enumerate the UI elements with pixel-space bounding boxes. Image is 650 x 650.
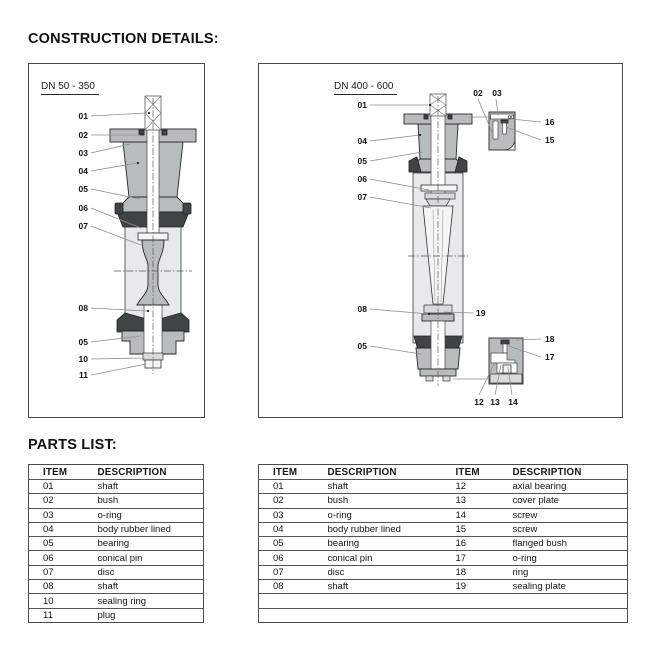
item-cell: 14 xyxy=(442,508,499,522)
item-cell: 06 xyxy=(259,551,314,565)
item-cell: 04 xyxy=(29,522,84,536)
table-row xyxy=(29,551,204,565)
item-cell: 13 xyxy=(442,494,499,508)
callout-03: 03 xyxy=(78,148,88,158)
description-cell: cover plate xyxy=(499,494,628,508)
description-cell: screw xyxy=(499,522,628,536)
description-cell: conical pin xyxy=(84,551,204,565)
item-cell: 18 xyxy=(442,565,499,579)
callout-01: 01 xyxy=(357,100,367,110)
table-header-row xyxy=(29,465,204,480)
callout-02: 02 xyxy=(78,130,88,140)
callout-13: 13 xyxy=(490,397,500,407)
description-cell: bearing xyxy=(314,537,442,551)
table-row xyxy=(29,480,204,494)
callout-05b: 05 xyxy=(78,337,88,347)
item-cell: 02 xyxy=(259,494,314,508)
item-cell: 02 xyxy=(29,494,84,508)
table-row xyxy=(259,480,628,494)
callout-01: 01 xyxy=(78,111,88,121)
description-cell: bush xyxy=(84,494,204,508)
description-cell: screw xyxy=(499,508,628,522)
description-cell: body rubber lined xyxy=(314,522,442,536)
parts-table-left xyxy=(28,464,204,623)
item-header: ITEM xyxy=(43,466,68,478)
callout-17: 17 xyxy=(545,352,555,362)
callout-06: 06 xyxy=(357,174,367,184)
callout-03: 03 xyxy=(492,88,502,98)
item-cell: 05 xyxy=(259,537,314,551)
description-header: DESCRIPTION xyxy=(327,466,397,478)
callout-11: 11 xyxy=(79,370,88,380)
table-row xyxy=(259,565,628,579)
callout-02: 02 xyxy=(473,88,483,98)
description-cell: o-ring xyxy=(499,551,628,565)
table-row xyxy=(259,594,628,608)
table-row xyxy=(29,594,204,608)
callout-08: 08 xyxy=(78,303,88,313)
description-cell: axial bearing xyxy=(499,480,628,494)
description-cell: o-ring xyxy=(314,508,442,522)
table-row xyxy=(259,580,628,594)
description-header: DESCRIPTION xyxy=(97,466,167,478)
description-cell: o-ring xyxy=(84,508,204,522)
table-header-row xyxy=(259,465,628,480)
item-cell: 08 xyxy=(259,580,314,594)
callout-15: 15 xyxy=(545,135,555,145)
callout-04: 04 xyxy=(78,166,88,176)
item-cell: 01 xyxy=(259,480,314,494)
item-cell xyxy=(259,594,314,608)
item-cell: 08 xyxy=(29,580,84,594)
item-cell: 04 xyxy=(259,522,314,536)
table-row xyxy=(29,580,204,594)
item-cell xyxy=(442,608,499,622)
table-row xyxy=(29,537,204,551)
table-row xyxy=(29,522,204,536)
callout-05b: 05 xyxy=(357,341,367,351)
item-cell: 10 xyxy=(29,594,84,608)
description-cell xyxy=(314,594,442,608)
description-cell: bush xyxy=(314,494,442,508)
callout-19: 19 xyxy=(476,308,486,318)
table-row xyxy=(259,494,628,508)
item-cell: 07 xyxy=(29,565,84,579)
callout-07: 07 xyxy=(78,221,88,231)
parts-list-title: PARTS LIST: xyxy=(28,437,117,453)
construction-details-title: CONSTRUCTION DETAILS: xyxy=(28,31,219,47)
table-row xyxy=(259,551,628,565)
description-cell: shaft xyxy=(84,480,204,494)
description-cell: ring xyxy=(499,565,628,579)
caption-text: DN 400 - 600 xyxy=(334,81,394,92)
callout-08: 08 xyxy=(357,304,367,314)
item-header: ITEM xyxy=(273,466,298,478)
item-header: ITEM xyxy=(455,466,480,478)
description-cell: flanged bush xyxy=(499,537,628,551)
description-cell: bearing xyxy=(84,537,204,551)
description-cell: plug xyxy=(84,608,204,622)
table-row xyxy=(259,537,628,551)
description-cell: shaft xyxy=(314,480,442,494)
figure-dn400-600 xyxy=(258,63,623,418)
figure-dn50-350 xyxy=(28,63,205,418)
description-cell: shaft xyxy=(84,580,204,594)
callout-07: 07 xyxy=(357,192,367,202)
item-cell xyxy=(442,594,499,608)
description-cell xyxy=(314,608,442,622)
item-cell: 05 xyxy=(29,537,84,551)
table-row xyxy=(29,494,204,508)
item-cell: 01 xyxy=(29,480,84,494)
description-cell: conical pin xyxy=(314,551,442,565)
callout-05: 05 xyxy=(357,156,367,166)
item-cell: 16 xyxy=(442,537,499,551)
item-cell: 03 xyxy=(29,508,84,522)
table-row xyxy=(259,508,628,522)
table-row xyxy=(29,608,204,622)
item-cell: 17 xyxy=(442,551,499,565)
item-cell: 12 xyxy=(442,480,499,494)
callout-10: 10 xyxy=(78,354,88,364)
parts-table-right xyxy=(258,464,628,623)
description-cell: shaft xyxy=(314,580,442,594)
item-cell: 11 xyxy=(29,608,84,622)
item-cell: 07 xyxy=(259,565,314,579)
callout-12: 12 xyxy=(474,397,484,407)
callout-labels xyxy=(79,111,89,380)
callout-14: 14 xyxy=(508,397,518,407)
item-cell: 15 xyxy=(442,522,499,536)
description-cell xyxy=(499,608,628,622)
description-cell: sealing ring xyxy=(84,594,204,608)
description-cell: sealing plate xyxy=(499,580,628,594)
description-cell: body rubber lined xyxy=(84,522,204,536)
table-row xyxy=(29,508,204,522)
callout-18: 18 xyxy=(545,334,555,344)
description-cell: disc xyxy=(314,565,442,579)
callout-04: 04 xyxy=(357,136,367,146)
detail-inset-top xyxy=(489,112,515,150)
description-cell: disc xyxy=(84,565,204,579)
description-header: DESCRIPTION xyxy=(512,466,582,478)
valve-drawing-dn400-600 xyxy=(259,64,621,416)
table-row xyxy=(259,608,628,622)
detail-inset-bottom xyxy=(489,338,523,384)
callout-16: 16 xyxy=(545,117,555,127)
item-cell: 19 xyxy=(442,580,499,594)
callout-06: 06 xyxy=(78,203,88,213)
callout-05: 05 xyxy=(78,184,88,194)
table-row xyxy=(29,565,204,579)
description-cell xyxy=(499,594,628,608)
table-row xyxy=(259,522,628,536)
valve-drawing-dn50-350 xyxy=(29,64,203,416)
item-cell: 03 xyxy=(259,508,314,522)
item-cell xyxy=(259,608,314,622)
caption-text: DN 50 - 350 xyxy=(41,81,95,92)
item-cell: 06 xyxy=(29,551,84,565)
